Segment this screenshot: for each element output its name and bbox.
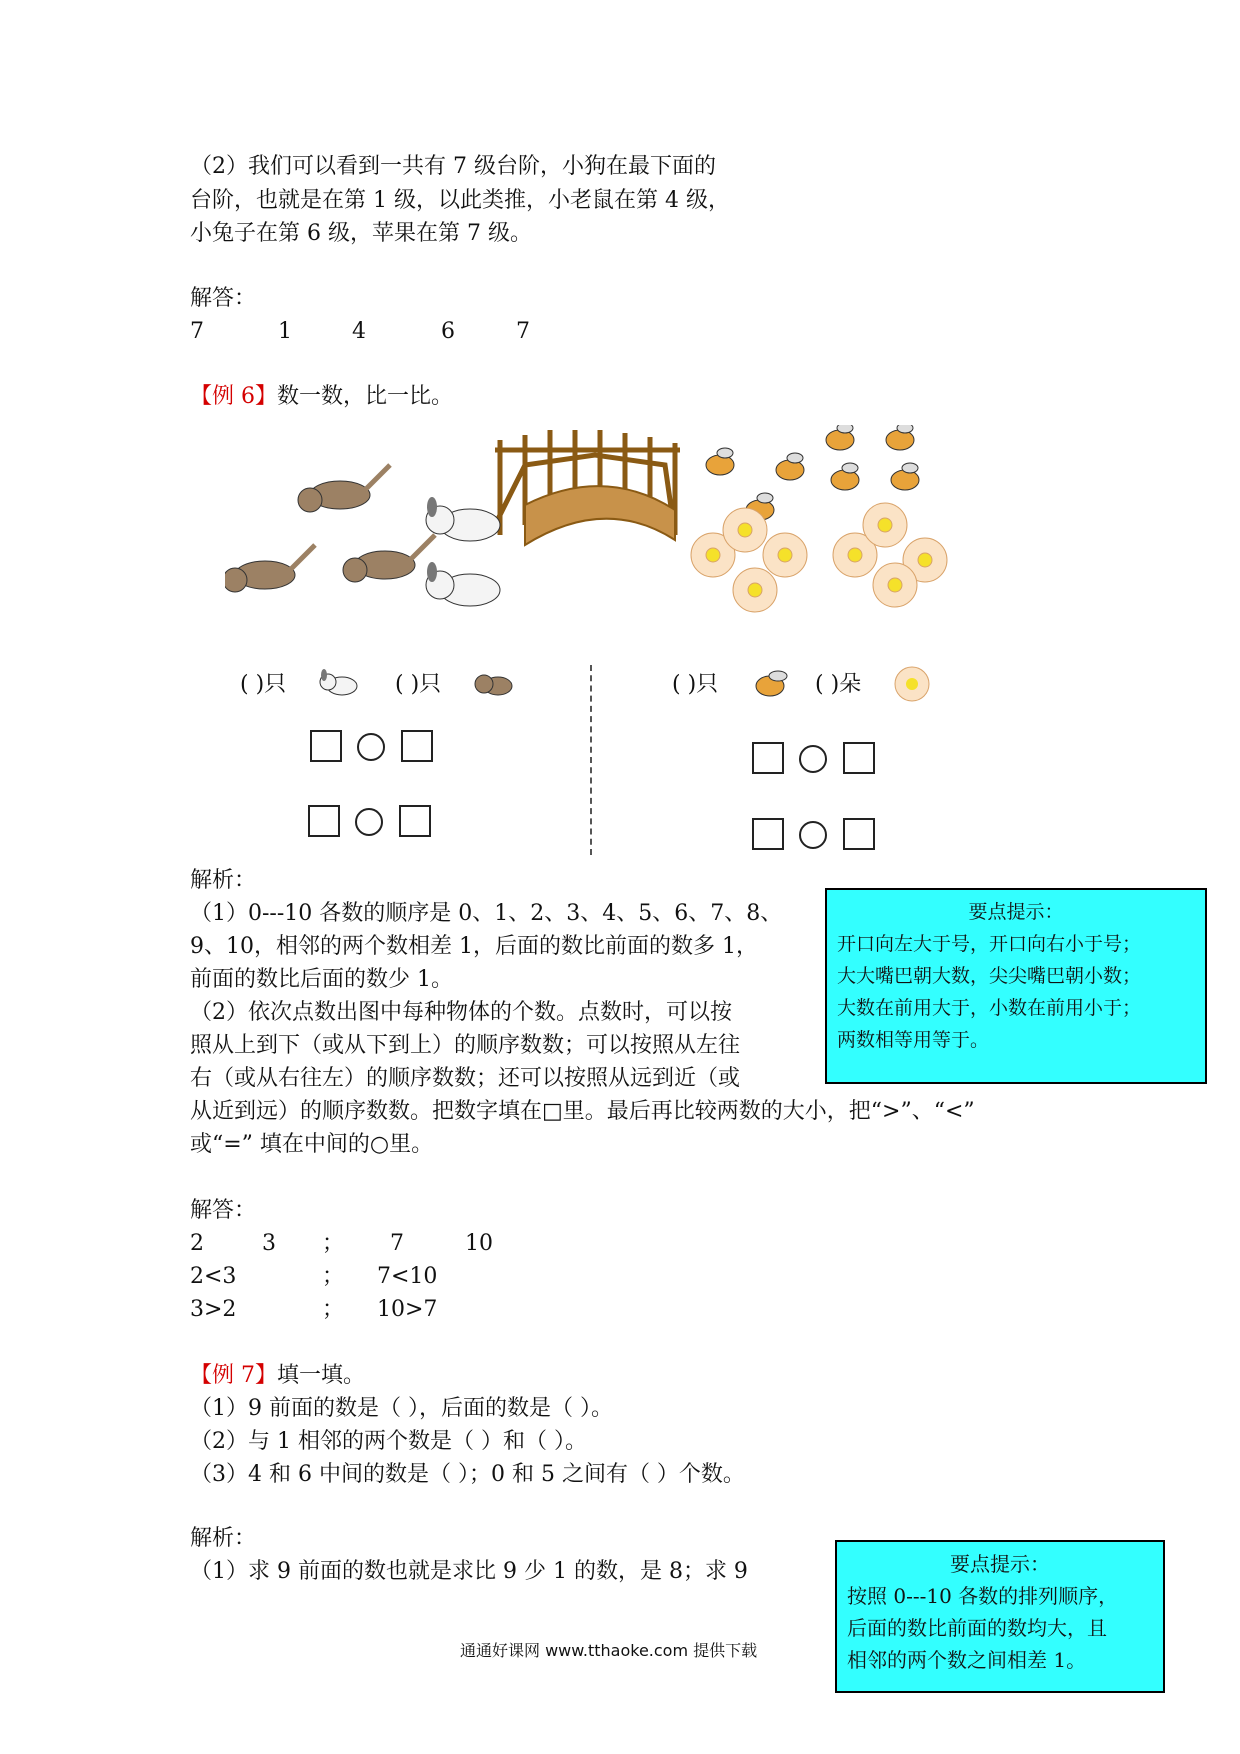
- bee-icon: [886, 425, 914, 450]
- answer-value: ；: [322, 1297, 345, 1322]
- analysis-label: 解析：: [190, 1526, 257, 1551]
- dog-count-blank: ( )只: [240, 672, 287, 697]
- dog-icon: [426, 562, 500, 606]
- bee-count-blank: ( )只: [672, 672, 719, 697]
- question-2: （2）与 1 相邻的两个数是（ ）和（ ）。: [190, 1429, 587, 1454]
- analysis-line: （2）依次点数出图中每种物体的个数。点数时，可以按: [190, 1000, 732, 1025]
- tip-box: [835, 1540, 1165, 1693]
- tip-box: [825, 888, 1207, 1084]
- flower-icon: [723, 508, 767, 552]
- answer-box[interactable]: [843, 742, 875, 774]
- example-7-tag: 【例 7】: [190, 1363, 277, 1388]
- answer-value: 3>2: [190, 1297, 237, 1322]
- answer-box[interactable]: [401, 730, 433, 762]
- answer-value: ；: [322, 1264, 345, 1289]
- analysis-line: 9、10，相邻的两个数相差 1，后面的数比前面的数多 1，: [190, 934, 758, 959]
- flower-icon: [733, 568, 777, 612]
- cat-icon: [298, 465, 390, 512]
- answer-value: 3: [262, 1231, 276, 1256]
- answer-value: 10>7: [377, 1297, 438, 1322]
- cat-icon: [343, 535, 435, 582]
- answer-box[interactable]: [752, 742, 784, 774]
- flower-icon: [873, 563, 917, 607]
- analysis-line: （1）0---10 各数的顺序是 0、1、2、3、4、5、6、7、8、: [190, 901, 783, 926]
- bee-icon: [831, 463, 859, 490]
- tip-title: 要点提示：: [950, 1552, 1050, 1576]
- tip-line: 按照 0---10 各数的排列顺序，: [847, 1584, 1119, 1608]
- answer-value: 7: [390, 1231, 404, 1256]
- intro-line-2: 台阶，也就是在第 1 级，以此类推，小老鼠在第 4 级，: [190, 188, 730, 213]
- answer-label: 解答：: [190, 1198, 257, 1223]
- answer-box[interactable]: [308, 805, 340, 837]
- question-3: （3）4 和 6 中间的数是（ ）；0 和 5 之间有（ ）个数。: [190, 1462, 745, 1487]
- compare-circle[interactable]: [799, 821, 827, 849]
- analysis-line: 前面的数比后面的数少 1。: [190, 967, 453, 992]
- answer-value: 10: [465, 1231, 493, 1256]
- example-7-heading: [190, 1361, 365, 1391]
- flower-icon: [763, 533, 807, 577]
- animals-illustration: [225, 425, 965, 635]
- tip-line: 后面的数比前面的数均大，且: [847, 1616, 1107, 1640]
- flower-count-blank: ( )朵: [815, 672, 862, 697]
- answer-value: 2<3: [190, 1264, 237, 1289]
- dog-icon: [426, 497, 500, 541]
- answer-box[interactable]: [752, 818, 784, 850]
- intro-line-3: 小兔子在第 6 级，苹果在第 7 级。: [190, 221, 532, 246]
- flower-icon: [892, 664, 932, 704]
- tip-line: 大大嘴巴朝大数，尖尖嘴巴朝小数；: [837, 965, 1142, 987]
- dog-icon: [318, 668, 362, 700]
- intro-line-1: （2）我们可以看到一共有 7 级台阶，小狗在最下面的: [190, 154, 716, 179]
- answer-box[interactable]: [843, 818, 875, 850]
- question-1: （1）9 前面的数是（ ），后面的数是（ ）。: [190, 1396, 613, 1421]
- footer-credit: 通通好课网 www.tthaoke.com 提供下载: [460, 1641, 758, 1660]
- intro-answer: 7: [190, 319, 204, 344]
- tip-line: 大数在前用大于，小数在前用小于；: [837, 997, 1142, 1019]
- analysis-line: （1）求 9 前面的数也就是求比 9 少 1 的数，是 8；求 9: [190, 1559, 748, 1584]
- analysis-line: 照从上到下（或从下到上）的顺序数数；可以按照从左往: [190, 1033, 741, 1058]
- answer-value: 2: [190, 1231, 204, 1256]
- cat-icon: [225, 545, 315, 592]
- intro-answer-label: 解答：: [190, 286, 257, 311]
- bee-icon: [776, 453, 804, 480]
- analysis-line: 右（或从右往左）的顺序数数；还可以按照从远到近（或: [190, 1066, 741, 1091]
- analysis-line: 从近到远）的顺序数数。把数字填在□里。最后再比较两数的大小，把“>”、“<”: [190, 1099, 975, 1124]
- bee-icon: [826, 425, 854, 450]
- flower-icon: [863, 503, 907, 547]
- intro-answer: 4: [352, 319, 366, 344]
- example-6-tag: 【例 6】: [190, 384, 277, 409]
- bee-icon: [891, 463, 919, 490]
- compare-circle[interactable]: [355, 808, 383, 836]
- tip-line: 两数相等用等于。: [837, 1029, 990, 1051]
- example-6-heading: [190, 382, 453, 412]
- bee-icon: [706, 448, 734, 475]
- intro-answer: 7: [516, 319, 530, 344]
- compare-circle[interactable]: [799, 745, 827, 773]
- tip-line: 相邻的两个数之间相差 1。: [847, 1648, 1087, 1672]
- answer-box[interactable]: [399, 805, 431, 837]
- bee-icon: [750, 668, 794, 700]
- answer-value: 7<10: [377, 1264, 438, 1289]
- analysis-label: 解析：: [190, 868, 257, 893]
- compare-circle[interactable]: [357, 733, 385, 761]
- cat-icon: [472, 668, 516, 700]
- example-6-title: 数一数，比一比。: [277, 384, 454, 409]
- tip-title: 要点提示：: [968, 901, 1064, 923]
- divider: [590, 665, 592, 855]
- answer-value: ；: [322, 1231, 345, 1256]
- intro-answer: 6: [441, 319, 455, 344]
- analysis-line: 或“=” 填在中间的○里。: [190, 1132, 434, 1157]
- tip-line: 开口向左大于号，开口向右小于号；: [837, 933, 1142, 955]
- answer-box[interactable]: [310, 730, 342, 762]
- cat-count-blank: ( )只: [395, 672, 442, 697]
- example-7-title: 填一填。: [277, 1363, 366, 1388]
- intro-answer: 1: [278, 319, 292, 344]
